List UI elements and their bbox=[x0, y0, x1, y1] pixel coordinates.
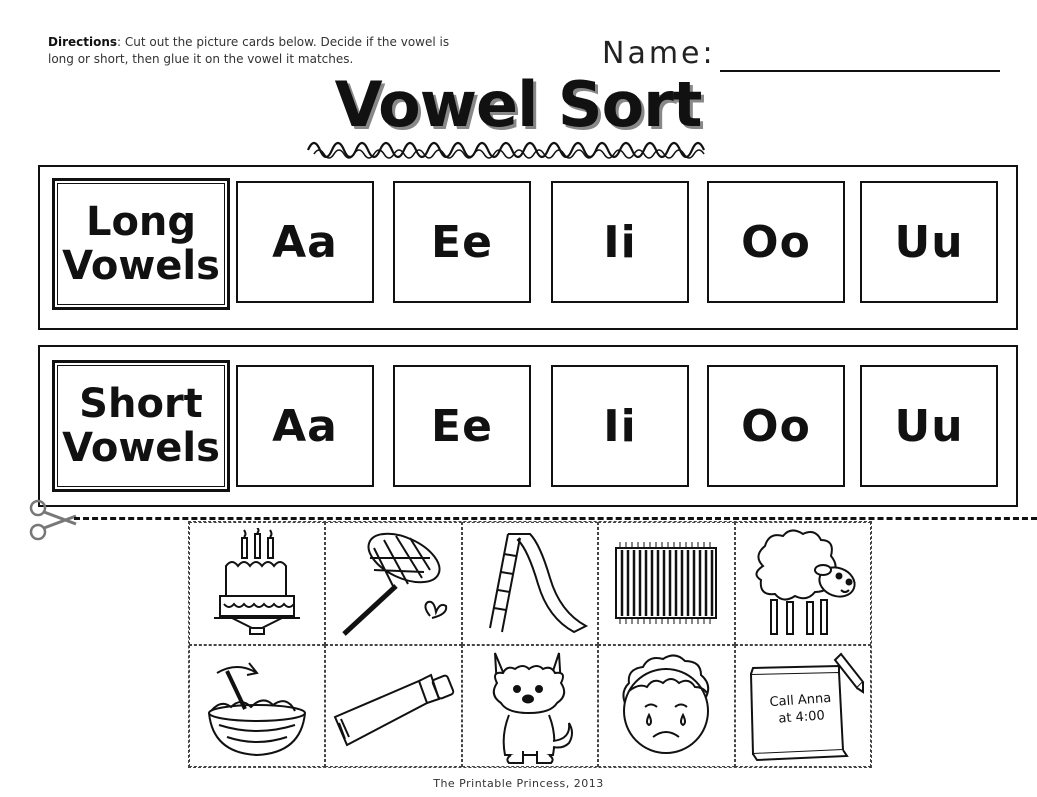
short-vowels-row bbox=[38, 345, 1018, 507]
picture-card-slide[interactable] bbox=[462, 522, 598, 645]
picture-card-tube[interactable] bbox=[325, 645, 461, 768]
short-label-line2: Vowels bbox=[62, 425, 220, 471]
directions-body: : Cut out the picture cards below. Decide if the vowel is long or short, then glue it on the vowel it matches. bbox=[48, 35, 450, 66]
picture-card-cake[interactable] bbox=[189, 522, 325, 645]
directions-text bbox=[48, 34, 468, 68]
rug-icon bbox=[606, 538, 726, 628]
cut-line bbox=[74, 517, 1037, 520]
note-pad-icon bbox=[739, 650, 867, 762]
short-vowel-a-box[interactable]: Aa bbox=[236, 365, 374, 487]
note-line1: Call Anna bbox=[768, 690, 832, 710]
short-vowel-e-box[interactable]: Ee bbox=[393, 365, 531, 487]
note-line2: at 4:00 bbox=[777, 708, 826, 727]
long-vowels-label bbox=[52, 178, 230, 310]
note-text bbox=[758, 689, 844, 729]
puppy-icon bbox=[475, 647, 585, 765]
picture-card-rug[interactable] bbox=[598, 522, 734, 645]
long-label-line2: Vowels bbox=[62, 243, 220, 289]
picture-card-bowl[interactable] bbox=[189, 645, 325, 768]
short-vowels-label bbox=[52, 360, 230, 492]
mixing-bowl-icon bbox=[197, 651, 317, 761]
picture-cards-grid bbox=[188, 521, 872, 768]
long-vowel-u-box[interactable]: Uu bbox=[860, 181, 998, 303]
scissors-icon bbox=[28, 498, 78, 542]
name-line bbox=[720, 70, 1000, 72]
footer-credit: The Printable Princess, 2013 bbox=[433, 777, 604, 790]
short-vowel-o-box[interactable]: Oo bbox=[707, 365, 845, 487]
short-vowel-i-box[interactable]: Ii bbox=[551, 365, 689, 487]
tube-icon bbox=[331, 661, 457, 751]
long-vowels-row bbox=[38, 165, 1018, 330]
sheep-icon bbox=[743, 526, 863, 641]
short-vowel-u-box[interactable]: Uu bbox=[860, 365, 998, 487]
slide-icon bbox=[470, 528, 590, 638]
long-vowel-o-box[interactable]: Oo bbox=[707, 181, 845, 303]
short-label-line1: Short bbox=[79, 381, 203, 427]
name-label: Name: bbox=[602, 36, 716, 71]
picture-card-face[interactable] bbox=[598, 645, 734, 768]
picture-card-puppy[interactable] bbox=[462, 645, 598, 768]
picture-card-sheep[interactable] bbox=[735, 522, 871, 645]
crying-face-icon bbox=[611, 651, 721, 761]
long-vowel-a-box[interactable]: Aa bbox=[236, 181, 374, 303]
birthday-cake-icon bbox=[202, 528, 312, 638]
long-vowel-e-box[interactable]: Ee bbox=[393, 181, 531, 303]
page-title: Vowel Sort bbox=[334, 68, 702, 141]
squiggle-decoration bbox=[304, 130, 724, 162]
picture-card-net[interactable] bbox=[325, 522, 461, 645]
long-vowel-i-box[interactable]: Ii bbox=[551, 181, 689, 303]
picture-card-note[interactable] bbox=[735, 645, 871, 768]
long-label-line1: Long bbox=[85, 199, 197, 245]
butterfly-net-icon bbox=[334, 528, 454, 638]
directions-label: Directions bbox=[48, 35, 118, 49]
